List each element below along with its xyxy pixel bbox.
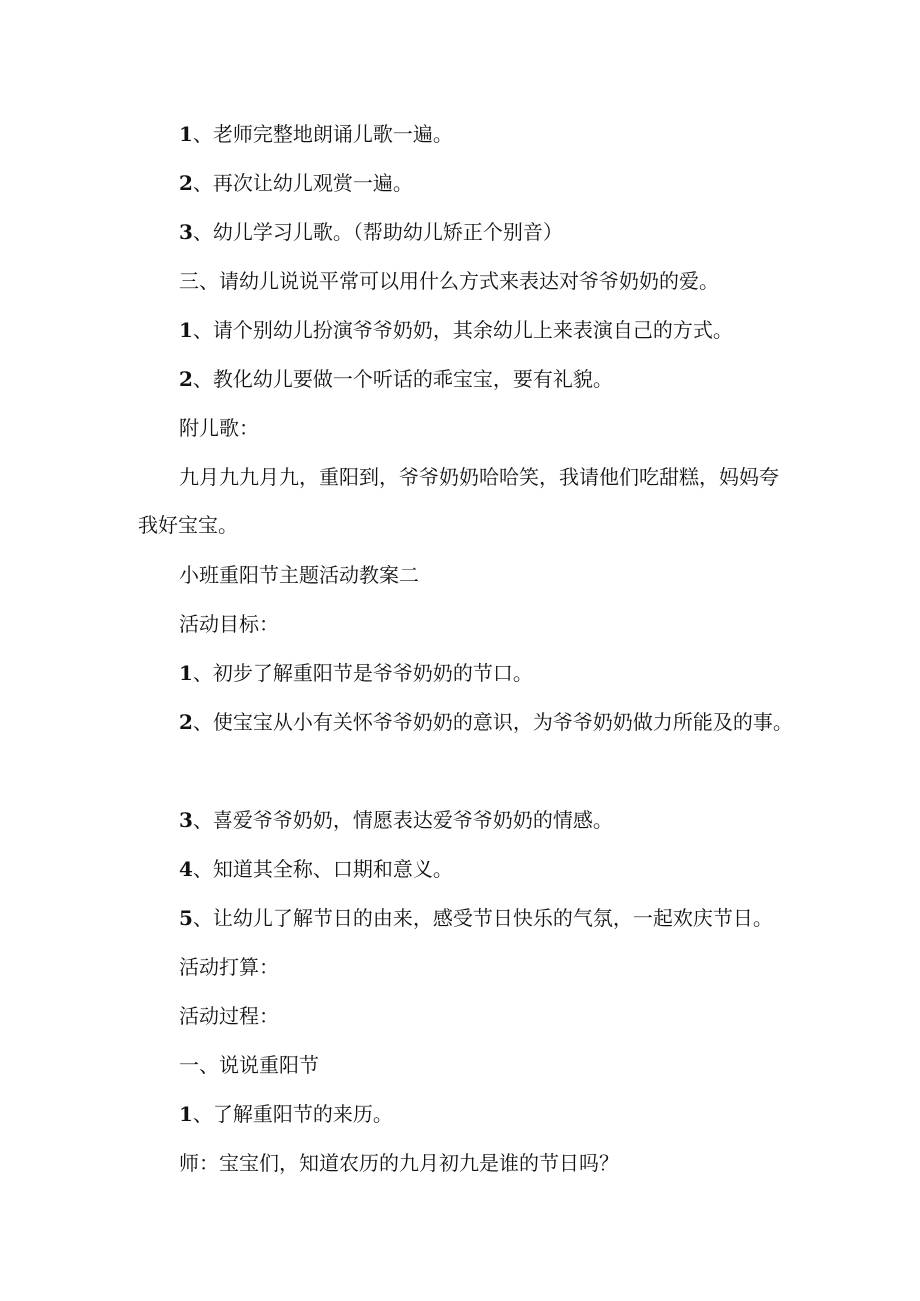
paragraph-text: 小班重阳节主题活动教案二 bbox=[179, 563, 419, 587]
paragraph bbox=[138, 698, 798, 746]
paragraph bbox=[138, 992, 798, 1040]
paragraph-text: 、喜爱爷爷奶奶，情愿表达爱爷爷奶奶的情感。 bbox=[192, 808, 613, 832]
paragraph-text: 活动目标： bbox=[179, 612, 279, 636]
paragraph-text: 、再次让幼儿观赏一遍。 bbox=[192, 171, 413, 195]
song-text bbox=[138, 453, 798, 549]
paragraph bbox=[138, 306, 798, 354]
paragraph bbox=[138, 796, 798, 844]
item-number: 5 bbox=[179, 906, 193, 930]
paragraph-text: 三、请幼儿说说平常可以用什么方式来表达对爷爷奶奶的爱。 bbox=[179, 269, 719, 293]
paragraph-text: 、让幼儿了解节日的由来，感受节日快乐的气氛，一起欢庆节日。 bbox=[192, 906, 773, 930]
item-number: 1 bbox=[179, 661, 193, 685]
section-heading bbox=[138, 257, 798, 305]
paragraph-text: 九月九九月九，重阳到，爷爷奶奶哈哈笑，我请他们吃甜糕，妈妈夸我好宝宝。 bbox=[138, 465, 779, 537]
paragraph bbox=[138, 1139, 798, 1187]
paragraph bbox=[138, 894, 798, 942]
paragraph bbox=[138, 600, 798, 648]
paragraph bbox=[138, 943, 798, 991]
section-title bbox=[138, 551, 798, 599]
item-number: 2 bbox=[179, 171, 193, 195]
paragraph bbox=[138, 649, 798, 697]
paragraph-text: 活动过程： bbox=[179, 1004, 279, 1028]
item-number: 1 bbox=[179, 318, 193, 342]
paragraph-text: 一、说说重阳节 bbox=[179, 1053, 319, 1077]
item-number: 1 bbox=[179, 1102, 193, 1126]
item-number: 2 bbox=[179, 710, 193, 734]
paragraph-text: 师：宝宝们，知道农历的九月初九是谁的节日吗？ bbox=[179, 1151, 619, 1175]
paragraph-text: 、使宝宝从小有关怀爷爷奶奶的意识，为爷爷奶奶做力所能及的事。 bbox=[192, 710, 793, 734]
item-number: 4 bbox=[179, 857, 193, 881]
paragraph-text: 活动打算： bbox=[179, 955, 279, 979]
section-heading bbox=[138, 1041, 798, 1089]
paragraph-text: 、请个别幼儿扮演爷爷奶奶，其余幼儿上来表演自己的方式。 bbox=[192, 318, 733, 342]
paragraph-text: 附儿歌： bbox=[179, 416, 259, 440]
paragraph-text: 、幼儿学习儿歌。（帮助幼儿矫正个别音） bbox=[192, 220, 563, 244]
paragraph-text: 、老师完整地朗诵儿歌一遍。 bbox=[192, 122, 453, 146]
item-number: 3 bbox=[179, 808, 193, 832]
item-number: 2 bbox=[179, 367, 193, 391]
paragraph bbox=[138, 845, 798, 893]
paragraph bbox=[138, 208, 798, 256]
paragraph bbox=[138, 404, 798, 452]
paragraph bbox=[138, 1090, 798, 1138]
paragraph-text: 、初步了解重阳节是爷爷奶奶的节口。 bbox=[192, 661, 533, 685]
paragraph bbox=[138, 159, 798, 207]
paragraph-text: 、教化幼儿要做一个听话的乖宝宝，要有礼貌。 bbox=[192, 367, 613, 391]
paragraph-text: 、知道其全称、口期和意义。 bbox=[192, 857, 453, 881]
paragraph bbox=[138, 110, 798, 158]
item-number: 3 bbox=[179, 220, 193, 244]
item-number: 1 bbox=[179, 122, 193, 146]
paragraph bbox=[138, 355, 798, 403]
paragraph-text: 、了解重阳节的来历。 bbox=[192, 1102, 393, 1126]
